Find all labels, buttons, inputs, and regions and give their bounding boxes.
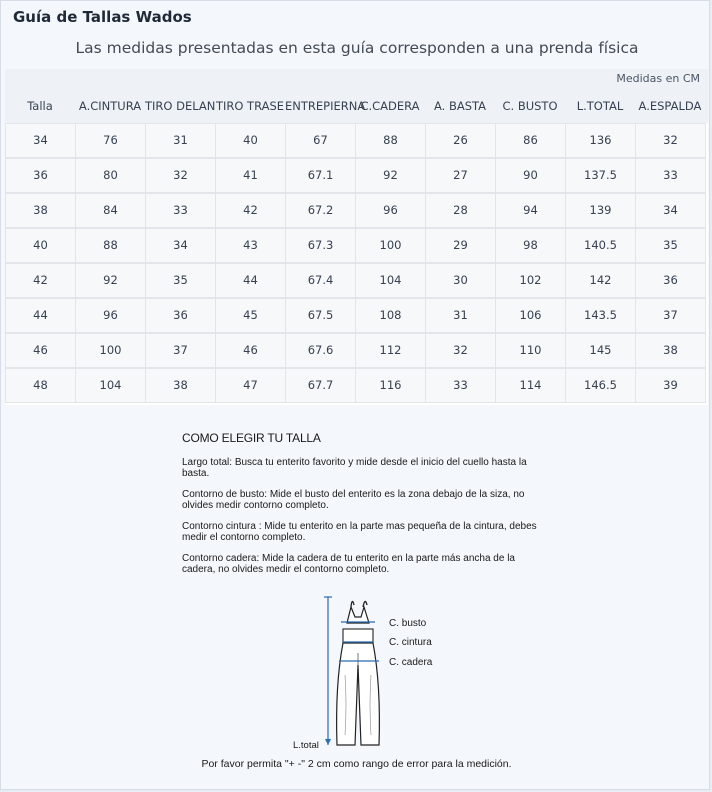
- table-cell: 114: [495, 368, 566, 403]
- table-cell: 110: [495, 333, 566, 368]
- column-header: ENTREPIERNA: [285, 99, 366, 113]
- table-cell: 108: [355, 298, 426, 333]
- table-cell: 76: [75, 123, 146, 158]
- table-cell: 67: [285, 123, 356, 158]
- table-cell: 33: [145, 193, 216, 228]
- table-cell: 32: [425, 333, 496, 368]
- table-cell: 28: [425, 193, 496, 228]
- column-header: L.TOTAL: [576, 99, 624, 113]
- table-cell: 88: [75, 228, 146, 263]
- units-note: Medidas en CM: [616, 72, 700, 85]
- table-cell: 80: [75, 158, 146, 193]
- guide-paragraph-cintura: Contorno cintura : Mide tu enterito en la parte mas pequeña de la cintura, debes medir el contorno completo.: [182, 521, 537, 543]
- guide-text: [182, 431, 542, 585]
- table-cell: 29: [425, 228, 496, 263]
- straps: [351, 601, 367, 607]
- table-cell: 34: [145, 228, 216, 263]
- guide-paragraph-largo: Largo total: Busca tu enterito favorito y mide desde el inicio del cuello hasta la basta.: [182, 457, 527, 479]
- table-cell: 32: [635, 123, 706, 158]
- table-cell: 36: [145, 298, 216, 333]
- table-cell: 112: [355, 333, 426, 368]
- table-cell: 94: [495, 193, 566, 228]
- table-cell: 32: [145, 158, 216, 193]
- table-cell: 116: [355, 368, 426, 403]
- table-cell: 48: [5, 368, 76, 403]
- table-cell: 100: [355, 228, 426, 263]
- table-cell: 67.3: [285, 228, 356, 263]
- table-cell: 38: [5, 193, 76, 228]
- table-cell: 92: [355, 158, 426, 193]
- table-cell: 44: [215, 263, 286, 298]
- table-row: [5, 228, 708, 263]
- column-header: A. BASTA: [433, 99, 487, 113]
- label-cadera: C. cadera: [389, 657, 433, 668]
- column-header: TIRO DELAN: [145, 99, 216, 113]
- table-cell: 46: [215, 333, 286, 368]
- table-cell: 146.5: [565, 368, 636, 403]
- table-cell: 35: [145, 263, 216, 298]
- modal-title: Guía de Tallas Wados: [13, 8, 192, 26]
- table-cell: 98: [495, 228, 566, 263]
- table-cell: 30: [425, 263, 496, 298]
- table-cell: 45: [215, 298, 286, 333]
- table-cell: 143.5: [565, 298, 636, 333]
- ltotal-arrow: [325, 739, 331, 745]
- table-row: [5, 368, 708, 403]
- table-cell: 42: [215, 193, 286, 228]
- table-cell: 36: [5, 158, 76, 193]
- table-row: [5, 193, 708, 228]
- table-cell: 36: [635, 263, 706, 298]
- table-cell: 67.4: [285, 263, 356, 298]
- table-cell: 31: [145, 123, 216, 158]
- table-cell: 31: [425, 298, 496, 333]
- table-cell: 33: [635, 158, 706, 193]
- table-cell: 96: [355, 193, 426, 228]
- table-cell: 88: [355, 123, 426, 158]
- table-cell: 40: [215, 123, 286, 158]
- table-row: [5, 298, 708, 333]
- table-cell: 34: [635, 193, 706, 228]
- column-header: TIRO TRASE: [215, 99, 285, 113]
- jumpsuit-illustration: [285, 595, 465, 755]
- table-row: [5, 123, 708, 158]
- table-cell: 37: [635, 298, 706, 333]
- table-cell: 67.6: [285, 333, 356, 368]
- table-cell: 27: [425, 158, 496, 193]
- table-cell: 67.2: [285, 193, 356, 228]
- table-cell: 96: [75, 298, 146, 333]
- guide-heading: COMO ELEGIR TU TALLA: [182, 431, 321, 445]
- table-cell: 100: [75, 333, 146, 368]
- table-row: [5, 263, 708, 298]
- table-cell: 139: [565, 193, 636, 228]
- bodice: [347, 607, 369, 623]
- column-header: C.CADERA: [360, 99, 420, 113]
- table-cell: 84: [75, 193, 146, 228]
- table-cell: 136: [565, 123, 636, 158]
- table-cell: 43: [215, 228, 286, 263]
- table-cell: 44: [5, 298, 76, 333]
- label-busto: C. busto: [389, 618, 427, 629]
- size-table[interactable]: [5, 69, 708, 405]
- table-cell: 142: [565, 263, 636, 298]
- tolerance-note: Por favor permita "+ -" 2 cm como rango de error para la medición.: [201, 758, 512, 770]
- table-cell: 67.5: [285, 298, 356, 333]
- table-cell: 35: [635, 228, 706, 263]
- table-row: [5, 333, 708, 368]
- table-cell: 92: [75, 263, 146, 298]
- table-cell: 137.5: [565, 158, 636, 193]
- table-cell: 140.5: [565, 228, 636, 263]
- label-cintura: C. cintura: [389, 637, 432, 648]
- table-cell: 67.7: [285, 368, 356, 403]
- label-ltotal: L.total: [293, 740, 319, 751]
- table-cell: 90: [495, 158, 566, 193]
- table-cell: 46: [5, 333, 76, 368]
- column-header: A.CINTURA: [78, 99, 142, 113]
- waist-band: [343, 629, 373, 643]
- column-header: A.ESPALDA: [638, 99, 702, 113]
- table-cell: 106: [495, 298, 566, 333]
- column-header: C. BUSTO: [502, 99, 558, 113]
- table-cell: 67.1: [285, 158, 356, 193]
- table-cell: 33: [425, 368, 496, 403]
- guide-paragraph-busto: Contorno de busto: Mide el busto del enterito es la zona debajo de la siza, no olvides medir contorno completo.: [182, 489, 525, 511]
- table-cell: 34: [5, 123, 76, 158]
- table-row: [5, 158, 708, 193]
- guide-paragraph-cadera: Contorno cadera: Mide la cadera de tu enterito en la parte más ancha de la cadera, no olvides medir el contorno completo.: [182, 553, 515, 575]
- table-cell: 104: [75, 368, 146, 403]
- table-cell: 38: [145, 368, 216, 403]
- table-cell: 145: [565, 333, 636, 368]
- table-cell: 38: [635, 333, 706, 368]
- table-cell: 86: [495, 123, 566, 158]
- table-cell: 104: [355, 263, 426, 298]
- table-cell: 42: [5, 263, 76, 298]
- table-cell: 39: [635, 368, 706, 403]
- table-cell: 102: [495, 263, 566, 298]
- table-cell: 41: [215, 158, 286, 193]
- table-cell: 26: [425, 123, 496, 158]
- modal-subtitle: Las medidas presentadas en esta guía corresponden a una prenda física: [75, 39, 639, 57]
- column-header: Talla: [27, 99, 53, 113]
- table-cell: 47: [215, 368, 286, 403]
- table-cell: 37: [145, 333, 216, 368]
- table-cell: 40: [5, 228, 76, 263]
- table-header: [5, 69, 708, 123]
- measurement-guide: [5, 405, 708, 787]
